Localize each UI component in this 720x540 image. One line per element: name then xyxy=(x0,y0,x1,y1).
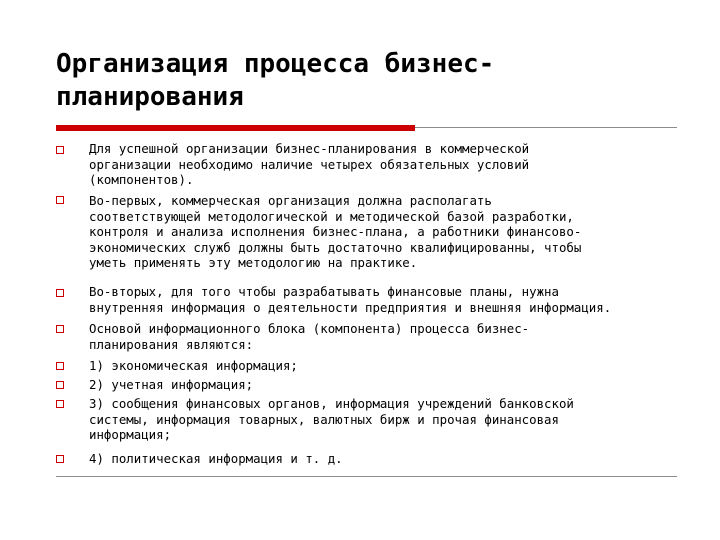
slide-title: Организация процесса бизнес- планирования xyxy=(56,49,495,112)
list-item-text: Во-вторых, для того чтобы разрабатывать финансовые планы, нужна внутренняя информация о деятельности предприятия и внешняя информация. xyxy=(89,284,612,315)
square-bullet-icon xyxy=(56,381,64,389)
square-bullet-icon xyxy=(56,325,64,333)
list-item-text: Для успешной организации бизнес-планирования в коммерческой организации необходимо наличие четырех обязательных условий (компонентов). xyxy=(89,141,530,187)
list-item-text: 3) сообщения финансовых органов, информация учреждений банковской системы, информация товарных, валютных бирж и прочая финансовая информация; xyxy=(89,396,574,442)
square-bullet-icon xyxy=(56,289,64,297)
square-bullet-icon xyxy=(56,400,64,408)
square-bullet-icon xyxy=(56,455,64,463)
list-item-text: Во-первых, коммерческая организация должна располагать соответствующей методологической и методической базой разработки, контроля и анализа исполнения бизнес-плана, а работники финансово- экономических служб должны быть достаточно квалифицированны, чтобы уметь применять эту методологию на практике. xyxy=(89,193,582,270)
list-item-text: 4) политическая информация и т. д. xyxy=(89,451,343,466)
list-item-text: 2) учетная информация; xyxy=(89,377,254,392)
bottom-divider xyxy=(56,476,677,477)
square-bullet-icon xyxy=(56,196,64,204)
title-underline xyxy=(56,125,677,131)
title-underline-accent xyxy=(56,125,415,131)
square-bullet-icon xyxy=(56,146,64,154)
list-item-text: Основой информационного блока (компонента) процесса бизнес- планирования являются: xyxy=(89,321,530,352)
list-item-text: 1) экономическая информация; xyxy=(89,358,298,373)
title-underline-line xyxy=(415,127,677,128)
square-bullet-icon xyxy=(56,362,64,370)
